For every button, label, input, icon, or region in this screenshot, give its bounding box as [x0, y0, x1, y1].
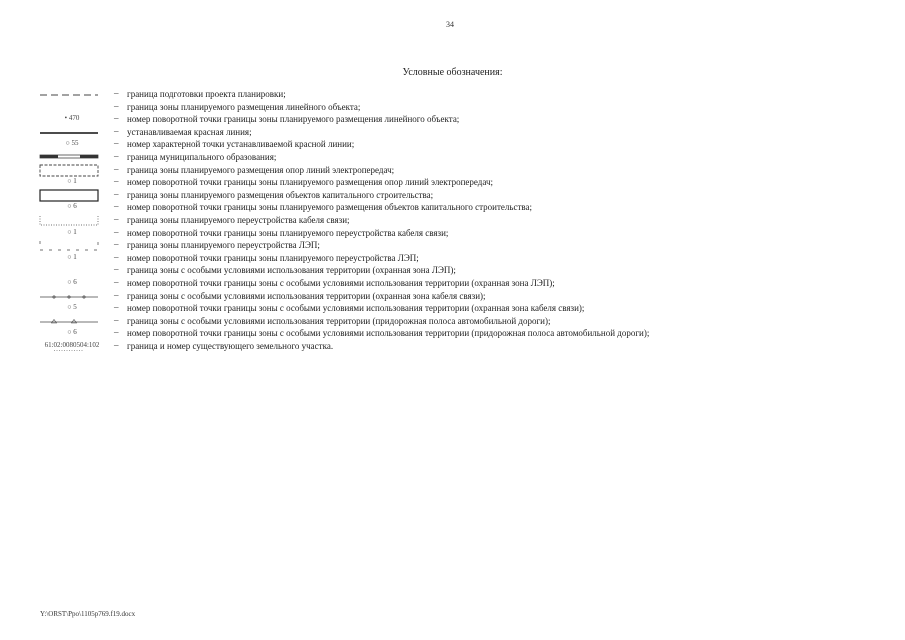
legend-symbol-label: ○ 6	[67, 277, 77, 286]
dotted-bracket-icon	[34, 214, 110, 227]
legend-symbol	[34, 327, 110, 340]
legend-row	[34, 290, 794, 303]
legend-description: граница зоны с особыми условиями использования территории (придорожная полоса автомобильной дороги);	[127, 315, 551, 326]
legend-description: номер поворотной точки границы зоны планируемого переустройства ЛЭП;	[127, 252, 419, 263]
legend-description: граница зоны планируемого размещения объектов капитального строительства;	[127, 189, 434, 200]
legend-row	[34, 189, 794, 202]
footer-file-path: Y:\ORST\Ppo\1105p769.f19.docx	[40, 610, 136, 618]
dot-line-icon	[34, 290, 110, 303]
page-number: 34	[446, 20, 454, 29]
legend-row	[34, 264, 794, 277]
legend-row	[34, 340, 794, 353]
legend-symbol-label: ○ 55	[65, 139, 79, 148]
legend-description: граница зоны планируемого размещения опор линий электропередач;	[127, 164, 395, 175]
legend-dash: –	[114, 239, 119, 250]
legend-symbol-label: ○ 5	[67, 303, 77, 312]
legend-dash: –	[114, 125, 119, 136]
legend-symbol	[34, 252, 110, 265]
legend-row	[34, 164, 794, 177]
legend-row	[34, 201, 794, 214]
legend-symbol-label: ○ 6	[67, 328, 77, 337]
legend-dash: –	[114, 213, 119, 224]
legend-row	[34, 315, 794, 328]
legend-description: номер поворотной точки границы зоны планируемого размещения объектов капитального строительства;	[127, 202, 533, 213]
legend-dash: –	[114, 113, 119, 124]
solid-line-icon	[34, 126, 110, 139]
legend-dash: –	[114, 302, 119, 313]
legend-dash: –	[114, 314, 119, 325]
legend-description: номер поворотной точки границы зоны планируемого размещения линейного объекта;	[127, 114, 460, 125]
legend-dash: –	[114, 88, 119, 98]
legend-dash: –	[114, 264, 119, 275]
legend-description: граница зоны планируемого переустройства ЛЭП;	[127, 240, 320, 251]
legend-description: граница зоны с особыми условиями использования территории (охранная зона кабеля связи);	[127, 290, 486, 301]
legend-dash: –	[114, 163, 119, 174]
legend-symbol	[34, 113, 110, 126]
legend-symbol	[34, 176, 110, 189]
legend-symbol-label: 61:02:0080504:102	[44, 340, 100, 349]
legend-description: граница зоны с особыми условиями использования территории (охранная зона ЛЭП);	[127, 265, 456, 276]
legend-description: номер характерной точки устанавливаемой красной линии;	[127, 139, 355, 150]
legend-dash: –	[114, 327, 119, 338]
legend-symbol	[34, 201, 110, 214]
municipal-border-icon	[34, 151, 110, 164]
legend-row	[34, 327, 794, 340]
legend-symbol-label: ○ 1	[67, 227, 77, 236]
legend-dash: –	[114, 201, 119, 212]
legend-dash: –	[114, 251, 119, 262]
legend-row	[34, 302, 794, 315]
legend-dash: –	[114, 138, 119, 149]
legend-description: граница зоны планируемого размещения линейного объекта;	[127, 101, 361, 112]
rect-dashed-icon	[34, 164, 110, 177]
legend-dash: –	[114, 276, 119, 287]
legend-description: номер поворотной точки границы зоны с особыми условиями использования территории (охранная зона ЛЭП);	[127, 277, 555, 288]
legend-symbol	[34, 264, 110, 277]
legend-row	[34, 227, 794, 240]
legend-symbol-label: ○ 6	[67, 202, 77, 211]
legend-row	[34, 126, 794, 139]
legend-description: номер поворотной точки границы зоны планируемого переустройства кабеля связи;	[127, 227, 449, 238]
legend-dash: –	[114, 188, 119, 199]
legend-description: граница подготовки проекта планировки;	[127, 89, 286, 99]
legend-symbol-label: ○ 1	[67, 252, 77, 261]
legend-symbol	[34, 302, 110, 315]
legend-list	[34, 88, 794, 352]
legend-row	[34, 88, 794, 101]
dashed-bracket-icon	[34, 239, 110, 252]
legend-symbol-label: • 470	[64, 114, 80, 123]
legend-symbol	[34, 101, 110, 114]
legend-symbol-label: ○ 1	[67, 177, 77, 186]
triangle-line-icon	[34, 315, 110, 328]
legend-description: номер поворотной точки границы зоны с особыми условиями использования территории (придорожная полоса автомобильной дороги);	[127, 328, 650, 339]
legend-row	[34, 138, 794, 151]
legend-symbol	[34, 277, 110, 290]
legend-dash: –	[114, 150, 119, 161]
legend-dash: –	[114, 289, 119, 300]
rect-solid-icon	[34, 189, 110, 202]
legend-description: номер поворотной точки границы зоны планируемого размещения опор линий электропередач;	[127, 177, 494, 188]
legend-description: устанавливаемая красная линия;	[127, 126, 252, 137]
legend-row	[34, 113, 794, 126]
legend-description: граница зоны планируемого переустройства кабеля связи;	[127, 214, 350, 225]
legend-description: граница и номер существующего земельного участка.	[127, 340, 334, 351]
legend-row	[34, 214, 794, 227]
legend-row	[34, 239, 794, 252]
legend-title: Условные обозначения:	[402, 67, 503, 78]
legend-row	[34, 176, 794, 189]
legend-dash: –	[114, 100, 119, 111]
legend-symbol	[34, 138, 110, 151]
legend-symbol	[34, 340, 110, 353]
legend-description: граница муниципального образования;	[127, 151, 277, 162]
dashed-line-icon	[34, 88, 110, 101]
legend-symbol	[34, 227, 110, 240]
legend-row	[34, 101, 794, 114]
legend-description: номер поворотной точки границы зоны с особыми условиями использования территории (охранная зона кабеля связи);	[127, 303, 585, 314]
legend-row	[34, 277, 794, 290]
legend-dash: –	[114, 226, 119, 237]
legend-dash: –	[114, 176, 119, 187]
legend-dash: –	[114, 339, 119, 350]
legend-row	[34, 151, 794, 164]
legend-row	[34, 252, 794, 265]
